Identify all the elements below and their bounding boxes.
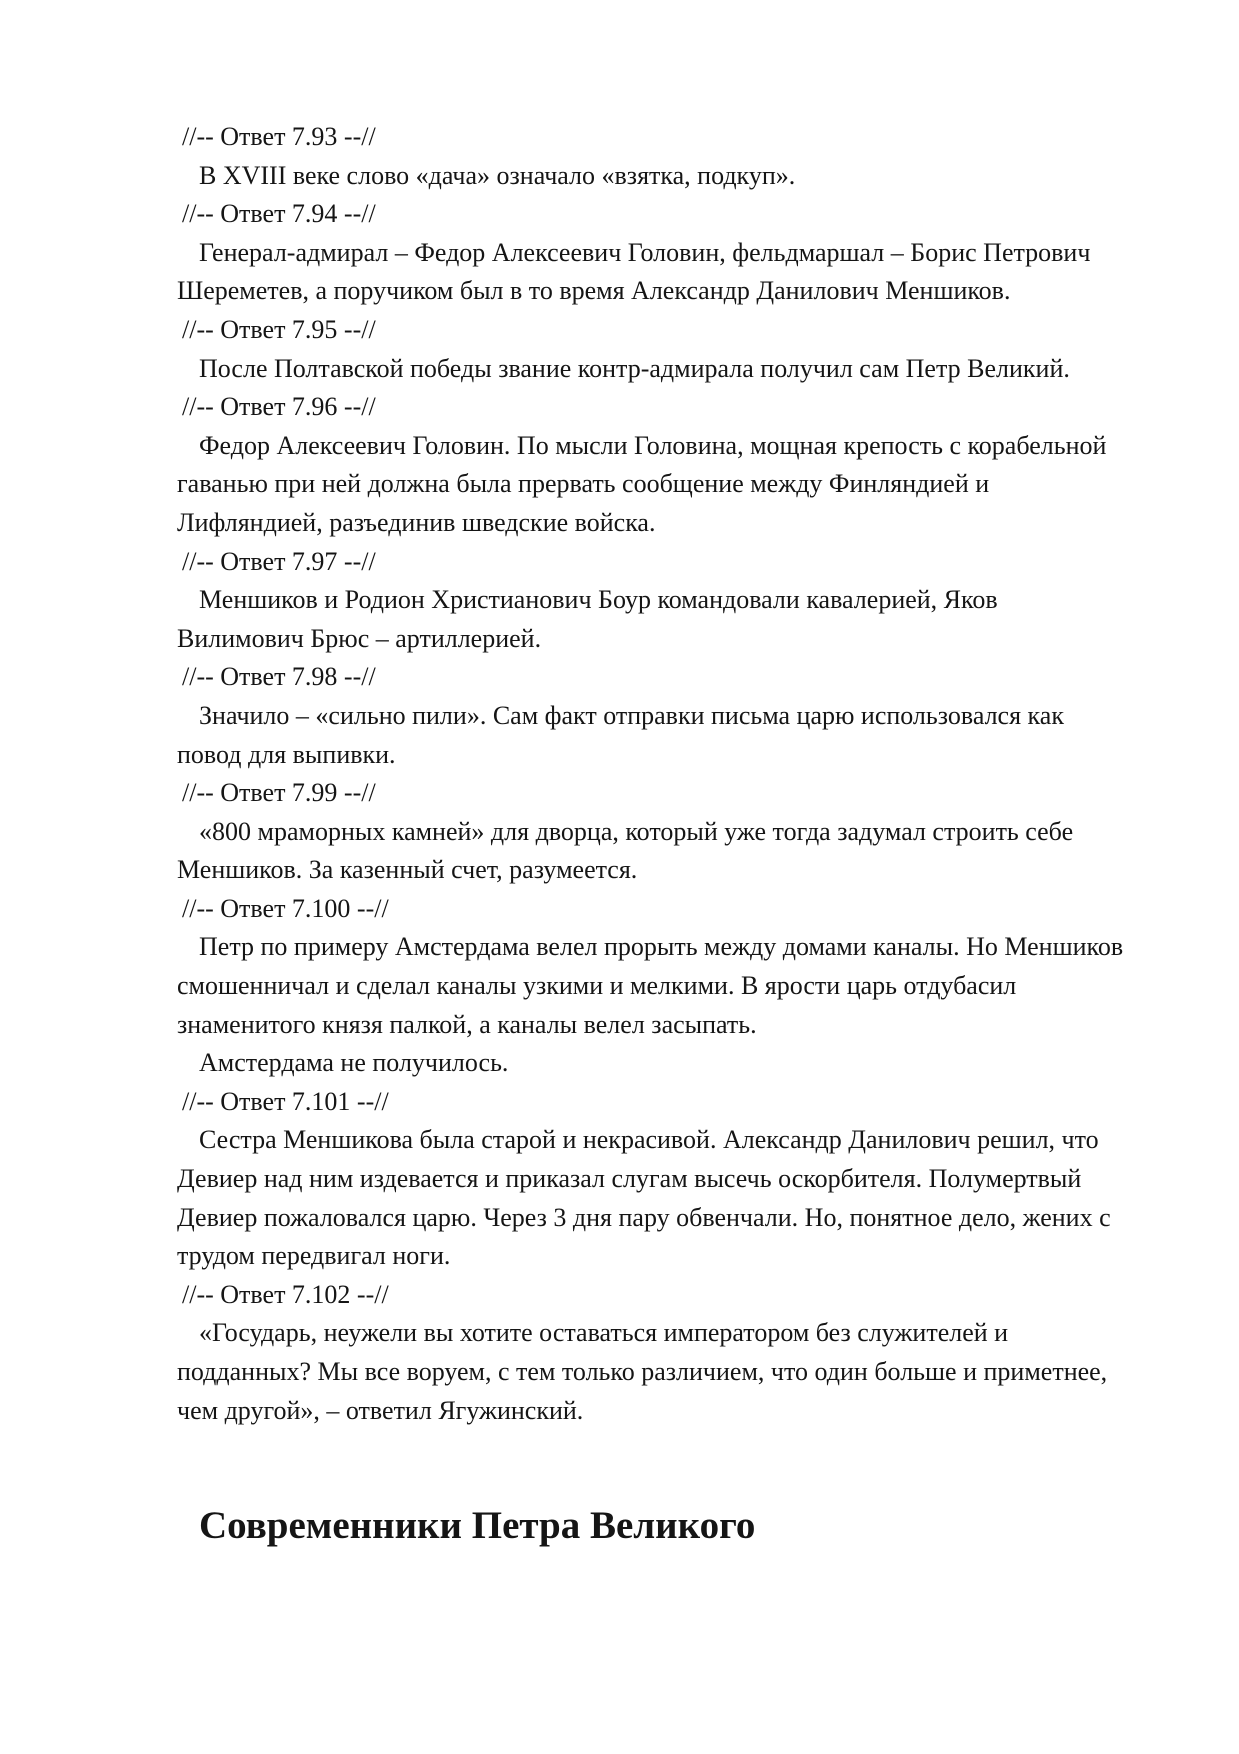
- answer-paragraph: Сестра Меншикова была старой и некрасивой. Александр Данилович решил, что Девиер над ним издевается и приказал слугам высечь оскорбителя. Полумертвый Девиер пожаловался царю. Через 3 дня пару обвенчали. Но, понятное дело, жених с трудом передвигал ноги.: [177, 1125, 1111, 1271]
- answer-paragraph: Петр по примеру Амстердама велел прорыть между домами каналы. Но Меншиков смошенничал и сделал каналы узкими и мелкими. В ярости царь отдубасил знаменитого князя палкой, а каналы велел засыпать.: [177, 932, 1124, 1039]
- document-body: [177, 118, 1127, 1546]
- answer-marker: //-- Ответ 7.99 --//: [182, 778, 376, 808]
- answer-paragraph: Значило – «сильно пили». Сам факт отправки письма царю использовался как повод для выпивки.: [177, 700, 1064, 769]
- answer-marker: //-- Ответ 7.102 --//: [182, 1279, 389, 1309]
- answer-marker: //-- Ответ 7.98 --//: [182, 662, 376, 692]
- answer-marker: //-- Ответ 7.97 --//: [182, 546, 376, 576]
- answer-marker: //-- Ответ 7.96 --//: [182, 392, 376, 422]
- answer-paragraph: Генерал-адмирал – Федор Алексеевич Головин, фельдмаршал – Борис Петрович Шереметев, а поручиком был в то время Александр Данилович Меншиков.: [177, 237, 1091, 306]
- answer-paragraph: «Государь, неужели вы хотите оставаться императором без служителей и подданных? Мы все воруем, с тем только различием, что один больше и приметнее, чем другой», – ответил Ягужинский.: [177, 1318, 1108, 1425]
- answer-marker: //-- Ответ 7.93 --//: [182, 122, 376, 151]
- answer-paragraph: Амстердама не получилось.: [199, 1048, 509, 1078]
- answer-marker: //-- Ответ 7.101 --//: [182, 1086, 389, 1116]
- answer-paragraph: Меншиков и Родион Христианович Боур командовали кавалерией, Яков Вилимович Брюс – артиллерией.: [177, 585, 998, 653]
- answer-paragraph: В XVIII веке слово «дача» означало «взятка, подкуп».: [199, 160, 796, 190]
- answer-paragraph: Федор Алексеевич Головин. По мысли Головина, мощная крепость с корабельной гаванью при ней должна была прервать сообщение между Финляндией и Лифляндией, разъединив шведские войска.: [177, 430, 1107, 537]
- answer-paragraph: «800 мраморных камней» для дворца, который уже тогда задумал строить себе Меншиков. За казенный счет, разумеется.: [177, 816, 1074, 885]
- answer-marker: //-- Ответ 7.100 --//: [182, 893, 389, 923]
- answer-paragraph: После Полтавской победы звание контр-адмирала получил сам Петр Великий.: [199, 353, 1070, 383]
- answer-marker: //-- Ответ 7.95 --//: [182, 314, 376, 344]
- section-heading: Современники Петра Великого: [199, 1504, 756, 1548]
- answer-marker: //-- Ответ 7.94 --//: [182, 199, 376, 229]
